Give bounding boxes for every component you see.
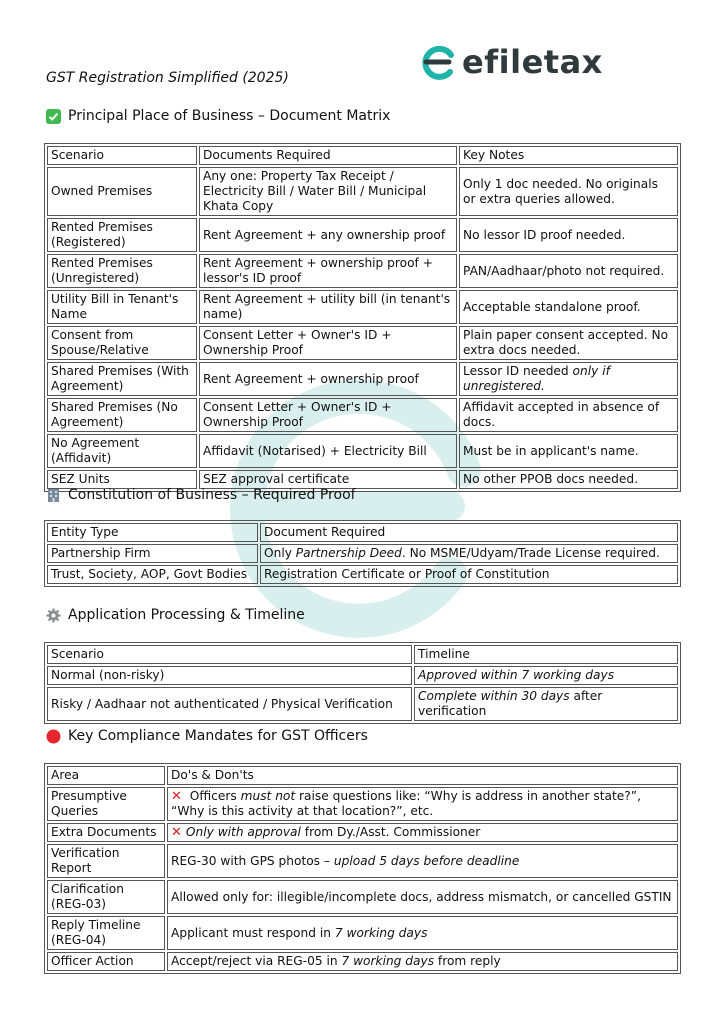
- cell-emphasis: Complete within 30 days: [418, 689, 570, 703]
- table-cell: Reply Timeline (REG-04): [47, 916, 165, 950]
- table-cell: Shared Premises (With Agreement): [47, 362, 197, 396]
- cell-text: Officers: [185, 789, 241, 803]
- cell-text: Only: [264, 546, 296, 560]
- section-title: Key Compliance Mandates for GST Officers: [68, 728, 368, 744]
- table-cell: Normal (non-risky): [47, 666, 412, 685]
- table-cell: Any one: Property Tax Receipt / Electricity Bill / Water Bill / Municipal Khata Copy: [199, 167, 457, 216]
- table-row: [47, 666, 678, 685]
- ppob-table: [44, 143, 681, 492]
- table-cell: No lessor ID proof needed.: [459, 218, 678, 252]
- table-row: [47, 880, 678, 914]
- table-cell: Rented Premises (Registered): [47, 218, 197, 252]
- section-title: Application Processing & Timeline: [68, 607, 305, 623]
- table-header-row: [47, 146, 678, 165]
- cell-text: REG-30 with GPS photos –: [171, 853, 334, 868]
- cell-emphasis: Partnership Deed: [295, 546, 402, 560]
- building-icon: [46, 488, 61, 503]
- table-cell: Rent Agreement + ownership proof + lessor's ID proof: [199, 254, 457, 288]
- table-cell: SEZ approval certificate: [199, 470, 457, 489]
- table-cell: Clarification (REG-03): [47, 880, 165, 914]
- logo-e-icon: [420, 43, 456, 81]
- table-cell: No Agreement (Affidavit): [47, 434, 197, 468]
- table-row: [47, 326, 678, 360]
- column-header: Entity Type: [47, 523, 258, 542]
- document-title: GST Registration Simplified (2025): [46, 70, 289, 86]
- table-cell: Rent Agreement + any ownership proof: [199, 218, 457, 252]
- red-circle-icon: [46, 729, 61, 744]
- column-header: Key Notes: [459, 146, 678, 165]
- cell-emphasis: upload 5 days before deadline: [333, 853, 520, 868]
- table-row: [47, 687, 678, 721]
- column-header: Area: [47, 766, 165, 785]
- table-cell: Trust, Society, AOP, Govt Bodies: [47, 565, 258, 584]
- table-cell: Affidavit accepted in absence of docs.: [459, 398, 678, 432]
- section-heading-constitution: [46, 487, 356, 503]
- table-cell: Only 1 doc needed. No originals or extra queries allowed.: [459, 167, 678, 216]
- table-cell: [260, 544, 678, 563]
- check-box-icon: [46, 109, 61, 124]
- cell-text: Applicant must respond in: [171, 925, 335, 940]
- table-row: [47, 290, 678, 324]
- table-cell: Registration Certificate or Proof of Constitution: [260, 565, 678, 584]
- constitution-table: [44, 520, 681, 587]
- table-cell: Allowed only for: illegible/incomplete docs, address mismatch, or cancelled GSTIN: [167, 880, 678, 914]
- table-cell: Rented Premises (Unregistered): [47, 254, 197, 288]
- brand-name: efiletax: [462, 43, 603, 81]
- column-header: Do's & Don'ts: [167, 766, 678, 785]
- processing-table: [44, 642, 681, 724]
- table-row: [47, 823, 678, 842]
- table-cell: Acceptable standalone proof.: [459, 290, 678, 324]
- table-cell: Presumptive Queries: [47, 787, 165, 821]
- cell-emphasis: 7 working days: [341, 954, 435, 968]
- section-title: Principal Place of Business – Document Matrix: [68, 108, 391, 124]
- table-header-row: [47, 523, 678, 542]
- column-header: Timeline: [414, 645, 678, 664]
- cell-text: . No MSME/Udyam/Trade License required.: [401, 546, 660, 560]
- table-header-row: [47, 766, 678, 785]
- table-cell: Partnership Firm: [47, 544, 258, 563]
- note-text: Lessor ID needed: [463, 364, 573, 378]
- table-cell: Utility Bill in Tenant's Name: [47, 290, 197, 324]
- table-row: [47, 952, 678, 971]
- cell-text: from reply: [434, 954, 501, 968]
- cell-text: from Dy./Asst. Commissioner: [300, 825, 481, 839]
- column-header: Scenario: [47, 146, 197, 165]
- mandates-table: [44, 763, 681, 974]
- table-cell: Shared Premises (No Agreement): [47, 398, 197, 432]
- table-cell: [459, 362, 678, 396]
- cell-emphasis: 7 working days: [334, 925, 428, 940]
- cell-emphasis: must not: [240, 789, 296, 803]
- table-cell: Extra Documents: [47, 823, 165, 842]
- table-row: [47, 434, 678, 468]
- section-heading-processing: [46, 607, 305, 623]
- table-cell: Owned Premises: [47, 167, 197, 216]
- table-row: [47, 787, 678, 821]
- table-row: [47, 254, 678, 288]
- table-row: [47, 916, 678, 950]
- cell-emphasis: Approved within 7 working days: [418, 668, 615, 682]
- table-row: [47, 544, 678, 563]
- table-cell: PAN/Aadhaar/photo not required.: [459, 254, 678, 288]
- table-row: [47, 218, 678, 252]
- column-header: Documents Required: [199, 146, 457, 165]
- table-cell: No other PPOB docs needed.: [459, 470, 678, 489]
- table-cell: [167, 844, 678, 878]
- cell-text: after verification: [418, 689, 603, 718]
- table-cell: Rent Agreement + utility bill (in tenant's name): [199, 290, 457, 324]
- table-cell: Risky / Aadhaar not authenticated / Physical Verification: [47, 687, 412, 721]
- table-cell: Affidavit (Notarised) + Electricity Bill: [199, 434, 457, 468]
- table-cell: [167, 952, 678, 971]
- table-row: [47, 844, 678, 878]
- cell-text: Accept/reject via REG-05 in: [171, 954, 342, 968]
- table-cell: [167, 823, 678, 842]
- cell-emphasis: Only with approval: [185, 825, 301, 839]
- section-heading-ppob: [46, 108, 390, 124]
- table-cell: Plain paper consent accepted. No extra docs needed.: [459, 326, 678, 360]
- cross-mark-icon: ✕: [171, 789, 182, 804]
- table-row: [47, 398, 678, 432]
- table-cell: Must be in applicant's name.: [459, 434, 678, 468]
- table-header-row: [47, 645, 678, 664]
- table-row: [47, 362, 678, 396]
- table-cell: Verification Report: [47, 844, 165, 878]
- table-cell: [167, 787, 678, 821]
- brand-logo: [420, 40, 603, 84]
- table-cell: Rent Agreement + ownership proof: [199, 362, 457, 396]
- column-header: Scenario: [47, 645, 412, 664]
- section-heading-mandates: [46, 728, 368, 744]
- table-cell: Consent Letter + Owner's ID + Ownership Proof: [199, 398, 457, 432]
- table-cell: [414, 687, 678, 721]
- table-cell: SEZ Units: [47, 470, 197, 489]
- table-cell: [167, 916, 678, 950]
- table-row: [47, 565, 678, 584]
- table-row: [47, 167, 678, 216]
- table-cell: [414, 666, 678, 685]
- gear-icon: [46, 608, 61, 623]
- note-emphasis: only if unregistered.: [463, 364, 610, 393]
- table-cell: Officer Action: [47, 952, 165, 971]
- cell-text: raise questions like: “Why is address in another state?”, “Why is this activity at that location?”, etc.: [171, 789, 641, 818]
- column-header: Document Required: [260, 523, 678, 542]
- table-cell: Consent Letter + Owner's ID + Ownership Proof: [199, 326, 457, 360]
- cross-mark-icon: ✕: [171, 825, 182, 840]
- section-title: Constitution of Business – Required Proof: [68, 487, 356, 503]
- table-cell: Consent from Spouse/Relative: [47, 326, 197, 360]
